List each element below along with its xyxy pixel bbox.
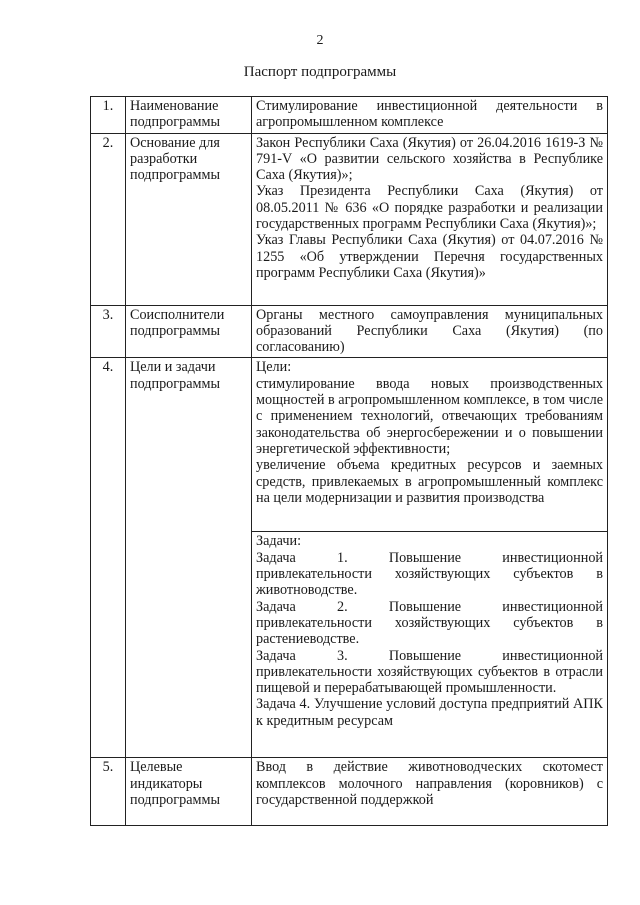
content-paragraph: Указ Главы Республики Саха (Якутия) от 04.07.2016 № 1255 «Об утверждении Перечня государственных программ Республики Саха (Якутия)» — [256, 232, 603, 281]
goal-item: увеличение объема кредитных ресурсов и заемных средств, привлекаемых в агропромышленный комплекс на цели модернизации и развития производства — [256, 457, 603, 506]
table-row — [91, 305, 608, 358]
row-number: 4. — [91, 358, 126, 758]
table-row — [91, 97, 608, 134]
row-content — [252, 305, 608, 358]
goal-item: стимулирование ввода новых производственных мощностей в агропромышленном комплексе, в том числе с применением технологий, отвечающих требованиям законодательства об энергосбережении и о повышении энергетической эффективности; — [256, 375, 603, 457]
row-content — [252, 133, 608, 305]
row-number: 2. — [91, 133, 126, 305]
table-row — [91, 133, 608, 305]
tasks-cell — [252, 532, 608, 758]
row-label: Наименование подпрограммы — [126, 97, 252, 134]
row-content — [252, 758, 608, 826]
row-content — [252, 97, 608, 134]
task-item: Задача 2. Повышение инвестиционной привлекательности хозяйствующих субъектов в растениеводстве. — [256, 598, 603, 648]
task-item: Задача 1. Повышение инвестиционной привлекательности хозяйствующих субъектов в животноводстве. — [256, 549, 603, 599]
table-row — [91, 358, 608, 532]
page-title: Паспорт подпрограммы — [243, 64, 397, 80]
row-label: Основание для разработки подпрограммы — [126, 133, 252, 305]
content-paragraph: Указ Президента Республики Саха (Якутия) от 08.05.2011 № 636 «О порядке разработки и реализации государственных программ Республики Саха (Якутия)»; — [256, 183, 603, 233]
content-paragraph: Закон Республики Саха (Якутия) от 26.04.2016 1619-З № 791-V «О развитии сельского хозяйства в Республике Саха (Якутия)»; — [256, 134, 603, 184]
row-label: Цели и задачи подпрограммы — [126, 358, 252, 758]
row-label: Целевые индикаторы подпрограммы — [126, 758, 252, 826]
table-row — [91, 758, 608, 826]
content-paragraph: Ввод в действие животноводческих скотомест комплексов молочного направления (коровников) с государственной поддержкой — [256, 759, 603, 809]
row-label: Соисполнители подпрограммы — [126, 305, 252, 358]
task-item: Задача 4. Улучшение условий доступа предприятий АПК к кредитным ресурсам — [256, 696, 603, 729]
task-item: Задача 3. Повышение инвестиционной привлекательности хозяйствующих субъектов в отрасли пищевой и перерабатывающей промышленности. — [256, 647, 603, 697]
content-paragraph: Стимулирование инвестиционной деятельности в агропромышленном комплексе — [256, 98, 603, 131]
goals-heading: Цели: — [256, 359, 292, 376]
tasks-heading: Задачи: — [256, 533, 302, 550]
row-number: 1. — [91, 97, 126, 134]
content-paragraph: Органы местного самоуправления муниципальных образований Республики Саха (Якутия) (по согласованию) — [256, 306, 603, 356]
row-number: 3. — [91, 305, 126, 358]
passport-table — [90, 96, 608, 826]
page-number: 2 — [316, 33, 324, 48]
row-number: 5. — [91, 758, 126, 826]
goals-cell — [252, 358, 608, 532]
